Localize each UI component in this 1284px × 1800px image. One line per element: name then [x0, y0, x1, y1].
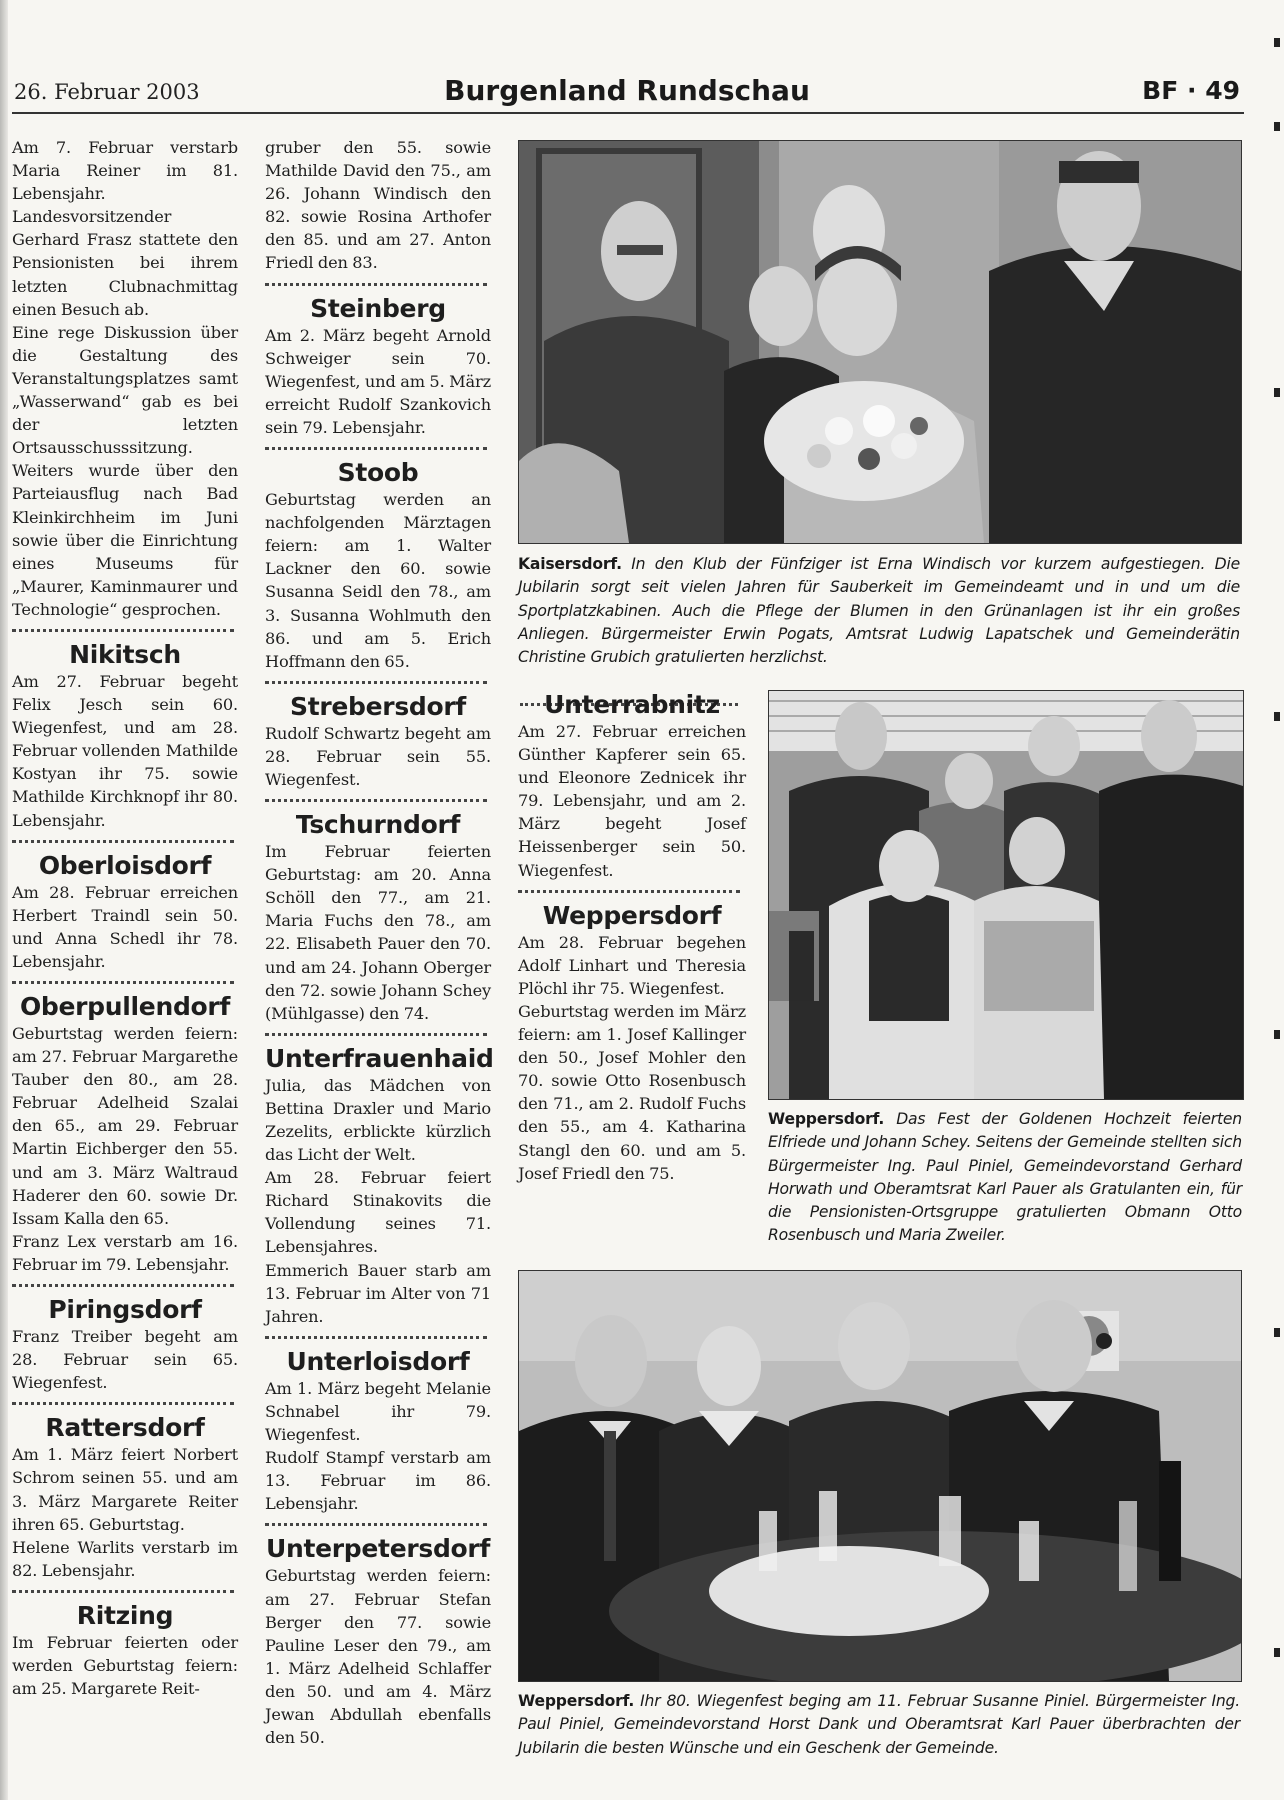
section-separator	[265, 799, 487, 802]
news-paragraph: gruber den 55. sowie Mathilde David den 75., am 26. Johann Windisch den 82. sowie Rosina Arthofer den 85. und am 27. Anton Friedl den 83.	[265, 138, 491, 273]
scan-mark	[1274, 38, 1280, 47]
text-column-1	[12, 136, 238, 1700]
section-separator	[265, 1033, 487, 1036]
section-separator	[12, 1402, 234, 1405]
news-section	[265, 136, 491, 275]
section-heading: Unterloisdorf	[286, 1346, 470, 1376]
section-separator	[12, 629, 234, 632]
news-paragraph: Eine rege Diskussion über die Gestaltung des Veranstaltungsplatzes samt „Wasserwand“ gab es bei der letzten Ortsausschusssitzung. Weiters wurde über den Parteiausflug nach Bad Kleinkirchheim im Juni sowie über die Einrichtung eines Museums für „Maurer, Kaminmaurer und Technologie“ gesprochen.	[12, 322, 238, 619]
news-paragraph: Am 2. März begeht Arnold Schweiger sein 70. Wiegenfest, und am 5. März erreicht Rudolf Szankovich sein 79. Lebensjahr.	[265, 325, 491, 437]
section-separator	[265, 447, 487, 450]
photo-weppersdorf-golden-wedding	[768, 690, 1244, 1100]
news-section	[12, 981, 238, 1276]
section-separator	[265, 1336, 487, 1339]
section-separator	[518, 890, 740, 893]
section-heading: Oberloisdorf	[38, 850, 212, 880]
caption-text: In den Klub der Fünfziger ist Erna Windisch vor kurzem aufgestiegen. Die Jubilarin sorgt seit vielen Jahren für Sauberkeit im Gemeindeamt und in und um die Sportplatzkabinen. Auch die Pflege der Blumen in den Grünanlagen ist ihr ein großes Anliegen. Bürgermeister Erwin Pogats, Amtsrat Ludwig Lapatschek und Gemeinderätin Christine Grubich gratulierten herzlichst.	[518, 555, 1240, 667]
news-section	[12, 840, 238, 973]
news-section	[12, 1284, 238, 1394]
section-heading: Ritzing	[76, 1600, 174, 1630]
news-section	[265, 1033, 494, 1328]
caption-weppersdorf-birthday	[518, 1690, 1240, 1760]
news-paragraph: Am 7. Februar verstarb Maria Reiner im 81. Lebensjahr.	[12, 138, 238, 204]
news-section	[265, 447, 491, 673]
section-heading: Steinberg	[310, 293, 446, 323]
news-paragraph: Franz Treiber begeht am 28. Februar sein 65. Wiegenfest.	[12, 1327, 238, 1393]
news-paragraph: Am 27. Februar erreichen Günther Kapferer sein 65. und Eleonore Zednicek ihr 79. Lebensjahr, und am 2. März begeht Josef Heissenberger sein 50. Wiegenfest.	[518, 722, 746, 880]
news-paragraph: Geburtstag werden an nachfolgenden Märztagen feiern: am 1. Walter Lackner den 60. sowie Susanna Seidl den 78., am 3. Susanna Wohlmuth den 86. und am 5. Erich Hoffmann den 65.	[265, 490, 491, 671]
news-paragraph: Am 27. Februar begeht Felix Jesch sein 60. Wiegenfest, und am 28. Februar vollenden Mathilde Kostyan ihr 75. sowie Mathilde Kirchknopf ihr 80. Lebensjahr.	[12, 671, 238, 830]
news-section	[518, 690, 746, 882]
news-paragraph: Franz Lex verstarb am 16. Februar im 79. Lebensjahr.	[12, 1231, 238, 1274]
page-number: BF · 49	[1142, 76, 1240, 105]
news-paragraph: Geburtstag werden im März feiern: am 1. Josef Kallinger den 50., Josef Mohler den 70. sowie Otto Rosenbusch den 71., am 2. Rudolf Fuchs den 55., am 4. Katharina Stangl den 60. und am 5. Josef Friedl den 75.	[518, 1001, 746, 1183]
page-header	[12, 76, 1242, 112]
section-separator	[265, 681, 487, 684]
news-paragraph: Im Februar feierten oder werden Geburtstag feiern: am 25. Margarete Reit-	[12, 1632, 238, 1699]
newspaper-title: Burgenland Rundschau	[444, 74, 810, 107]
scan-mark	[1274, 388, 1280, 397]
text-column-2	[265, 136, 494, 1749]
news-section	[265, 681, 491, 791]
news-paragraph: Landesvorsitzender Gerhard Frasz stattete den Pensionisten bei ihrem letzten Clubnachmittag einen Besuch ab.	[12, 207, 238, 319]
scan-mark	[1274, 712, 1280, 721]
news-paragraph: Am 28. Februar feiert Richard Stinakovits die Vollendung seines 71. Lebensjahres.	[265, 1168, 491, 1257]
news-paragraph: Rudolf Schwartz begeht am 28. Februar sein 55. Wiegenfest.	[265, 723, 491, 789]
news-paragraph: Rudolf Stampf verstarb am 13. Februar im 86. Lebensjahr.	[265, 1448, 491, 1514]
news-section	[12, 136, 238, 621]
caption-place: Weppersdorf.	[768, 1110, 885, 1128]
news-paragraph: Helene Warlits verstarb im 82. Lebensjahr.	[12, 1537, 238, 1580]
caption-place: Weppersdorf.	[518, 1692, 635, 1710]
news-section	[265, 799, 491, 1025]
news-paragraph: Am 28. Februar erreichen Herbert Traindl sein 50. und Anna Schedl ihr 78. Lebensjahr.	[12, 882, 238, 971]
text-column-3	[518, 690, 746, 1185]
section-separator	[12, 840, 234, 843]
caption-kaisersdorf	[518, 553, 1240, 669]
news-paragraph: Im Februar feierten Geburtstag: am 20. Anna Schöll den 77., am 21. Maria Fuchs den 78., am 22. Elisabeth Pauer den 70. und am 24. Johann Oberger den 72. sowie Johann Schey (Mühlgasse) den 74.	[265, 842, 491, 1023]
section-heading: Unterfrauenhaid	[265, 1043, 494, 1073]
scan-mark	[1274, 1030, 1280, 1039]
caption-text: Das Fest der Goldenen Hochzeit feierten Elfriede und Johann Schey. Seitens der Gemeinde stellten sich Bürgermeister Ing. Paul Piniel, Gemeindevorstand Gerhard Horwath und Oberamtsrat Karl Pauer als Gratulanten ein, für die Pensionisten-Ortsgruppe gratulierten Obmann Otto Rosenbusch und Maria Zweiler.	[768, 1110, 1242, 1245]
news-section	[518, 890, 746, 1185]
photo-kaisersdorf	[518, 140, 1242, 544]
page-scan-edge	[0, 0, 8, 1800]
header-rule	[12, 112, 1244, 114]
news-paragraph: Am 1. März begeht Melanie Schnabel ihr 79. Wiegenfest.	[265, 1378, 491, 1445]
news-paragraph: Emmerich Bauer starb am 13. Februar im Alter von 71 Jahren.	[265, 1260, 491, 1326]
section-heading: Oberpullendorf	[19, 992, 231, 1021]
section-separator	[12, 1284, 234, 1287]
caption-weppersdorf-golden-wedding	[768, 1108, 1242, 1248]
section-heading: Weppersdorf	[542, 900, 722, 930]
section-heading: Strebersdorf	[290, 691, 466, 721]
group-photo-four-people-at-table	[519, 1271, 1241, 1681]
section-heading: Rattersdorf	[45, 1413, 205, 1443]
news-paragraph: Geburtstag werden feiern: am 27. Februar Stefan Berger den 77. sowie Pauline Leser den 79., am 1. März Adelheid Schlaffer den 50. und am 4. März Jewan Abdullah ebenfalls den 50.	[265, 1566, 491, 1748]
section-heading: Tschurndorf	[295, 810, 461, 840]
section-separator	[12, 981, 234, 984]
news-section	[12, 629, 238, 832]
section-heading: Unterrabnitz	[544, 690, 720, 719]
section-heading: Unterpetersdorf	[265, 1534, 491, 1564]
caption-text: Ihr 80. Wiegenfest beging am 11. Februar Susanne Piniel. Bürgermeister Ing. Paul Piniel, Gemeindevorstand Horst Dank und Oberamtsrat Karl Pauer überbrachten der Jubilarin die besten Wünsche und ein Geschenk der Gemeinde.	[518, 1692, 1240, 1757]
scan-mark	[1274, 1648, 1280, 1657]
news-paragraph: Julia, das Mädchen von Bettina Draxler und Mario Zezelits, erblickte kürzlich das Licht der Welt.	[265, 1075, 491, 1165]
caption-place: Kaisersdorf.	[518, 555, 622, 573]
news-paragraph: Am 28. Februar begehen Adolf Linhart und Theresia Plöchl ihr 75. Wiegenfest.	[518, 932, 746, 998]
section-separator	[265, 1523, 487, 1526]
news-section	[265, 283, 491, 439]
issue-date: 26. Februar 2003	[14, 80, 200, 104]
news-paragraph: Geburtstag werden feiern: am 27. Februar Margarethe Tauber den 80., am 28. Februar Adelheid Szalai den 65., am 29. Februar Martin Eichberger den 55. und am 3. März Waltraud Haderer den 60. sowie Dr. Issam Kalla den 65.	[12, 1024, 238, 1228]
news-paragraph: Am 1. März feiert Norbert Schrom seinen 55. und am 3. März Margarete Reiter ihren 65. Geburtstag.	[12, 1445, 238, 1534]
news-section	[12, 1590, 238, 1700]
section-heading: Nikitsch	[69, 639, 181, 669]
scan-mark	[1274, 122, 1280, 131]
scan-mark	[1274, 1328, 1280, 1337]
news-section	[265, 1336, 491, 1516]
section-heading: Piringsdorf	[48, 1295, 202, 1325]
section-separator	[265, 283, 487, 286]
section-separator	[12, 1590, 234, 1593]
group-photo-six-people-golden-wedding	[769, 691, 1243, 1099]
news-section	[265, 1523, 491, 1749]
section-heading: Stoob	[337, 458, 419, 488]
photo-weppersdorf-birthday	[518, 1270, 1242, 1682]
group-photo-four-people-with-flowers	[519, 141, 1241, 543]
news-section	[12, 1402, 238, 1582]
